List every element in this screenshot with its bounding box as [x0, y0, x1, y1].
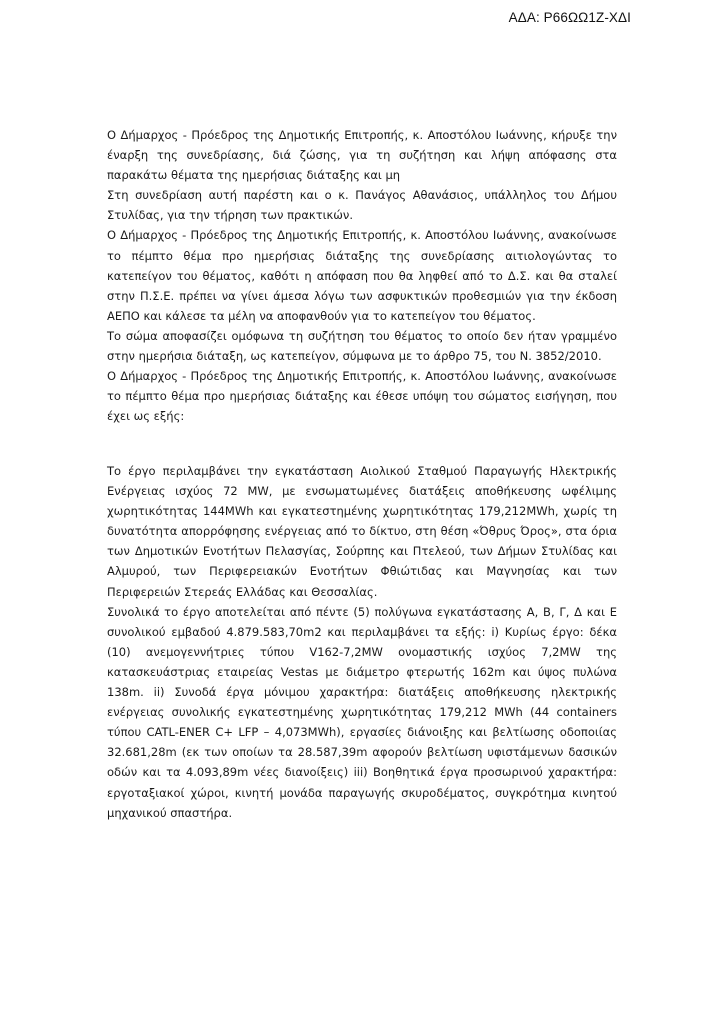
paragraph-project-components: Συνολικά το έργο αποτελείται από πέντε (5) πολύγωνα εγκατάστασης Α, Β, Γ, Δ και Ε συνολικού εμβαδού 4.879.583,70m2 και περιλαμβάνει τα εξής: i) Κυρίως έργο: δέκα (10) ανεμογεννήτριες τύπου V162-7,2MW ονομαστικής ισχύος 7,2MW της κατασκευάστριας εταιρείας Vestas με διάμετρο φτερωτής 162m και ύψος πυλώνα 138m. ii) Συνοδά έργα μόνιμου χαρακτήρα: διατάξεις αποθήκευσης ηλεκτρικής ενέργειας συνολικής εγκατεστημένης χωρητικότητας 179,212 MWh (44 containers τύπου CATL-ENER C+ LFP – 4,073MWh), εργασίες διάνοιξης και βελτίωσης οδοποιίας 32.681,28m (εκ των οποίων τα 28.587,39m αφορούν βελτίωση υφιστάμενων δασικών οδών και τα 4.093,89m νέες διανοίξεις) iii) Βοηθητικά έργα προσωρινού χαρακτήρα: εργοταξιακοί χώροι, κινητή μονάδα παραγωγής σκυροδέματος, συγκρότημα κινητού μηχανικού σπαστήρα.	[107, 604, 617, 820]
paragraph-minutes-keeper: Στη συνεδρίαση αυτή παρέστη και ο κ. Πανάγος Αθανάσιος, υπάλληλος του Δήμου Στυλίδας, για την τήρηση των πρακτικών.	[107, 188, 617, 223]
paragraph-session-opening: Ο Δήμαρχος - Πρόεδρος της Δημοτικής Επιτροπής, κ. Αποστόλου Ιωάννης, κήρυξε την έναρξη της συνεδρίασης, διά ζώσης, για τη συζήτηση και λήψη απόφασης στα παρακάτω θέματα της ημερήσιας διάταξης και μη	[107, 128, 617, 183]
proposal-section	[107, 461, 617, 823]
paragraph-unanimous-decision: Το σώμα αποφασίζει ομόφωνα τη συζήτηση του θέματος το οποίο δεν ήταν γραμμένο στην ημερήσια διάταξη, ως κατεπείγον, σύμφωνα με το άρθρο 75, του Ν. 3852/2010.	[107, 328, 617, 364]
paragraph-urgent-topic: Ο Δήμαρχος - Πρόεδρος της Δημοτικής Επιτροπής, κ. Αποστόλου Ιωάννης, ανακοίνωσε το πέμπτο θέμα προ ημερήσιας διάταξης της συνεδρίασης αιτιολογώντας το κατεπείγον του θέματος, καθότι η απόφαση που θα ληφθεί από το Δ.Σ. και θα σταλεί στην Π.Σ.Ε. πρέπει να γίνει άμεσα λόγω των ασφυκτικών προθεσμιών για την έκδοση ΑΕΠΟ και κάλεσε τα μέλη να αποφανθούν για το κατεπείγον του θέματος.	[107, 228, 617, 323]
paragraph-project-description: Το έργο περιλαμβάνει την εγκατάσταση Αιολικού Σταθμού Παραγωγής Ηλεκτρικής Ενέργειας ισχύος 72 MW, με ενσωματωμένες διατάξεις αποθήκευσης ωφέλιμης χωρητικότητας 144MWh και εγκατεστημένης χωρητικότητας 179,212MWh, χωρίς τη δυνατότητα απορρόφησης ενέργειας από το δίκτυο, στη θέση «Όθρυς Όρος», στα όρια των Δημοτικών Ενοτήτων Πελασγίας, Σούρπης και Πτελεού, των Δήμων Στυλίδας και Αλμυρού, των Περιφερειακών Ενοτήτων Φθιώτιδας και Μαγνησίας και των Περιφερειών Στερεάς Ελλάδας και Θεσσαλίας.	[107, 464, 617, 599]
paragraph-proposal-intro: Ο Δήμαρχος - Πρόεδρος της Δημοτικής Επιτροπής, κ. Αποστόλου Ιωάννης, ανακοίνωσε το πέμπτο θέμα προ ημερήσιας διάταξης και έθεσε υπόψη του σώματος εισήγηση, που έχει ως εξής:	[107, 369, 617, 424]
minutes-intro-section	[107, 125, 617, 426]
ada-code: ΑΔΑ: Ρ66ΩΩ1Ζ-ΧΔΙ	[508, 10, 631, 25]
